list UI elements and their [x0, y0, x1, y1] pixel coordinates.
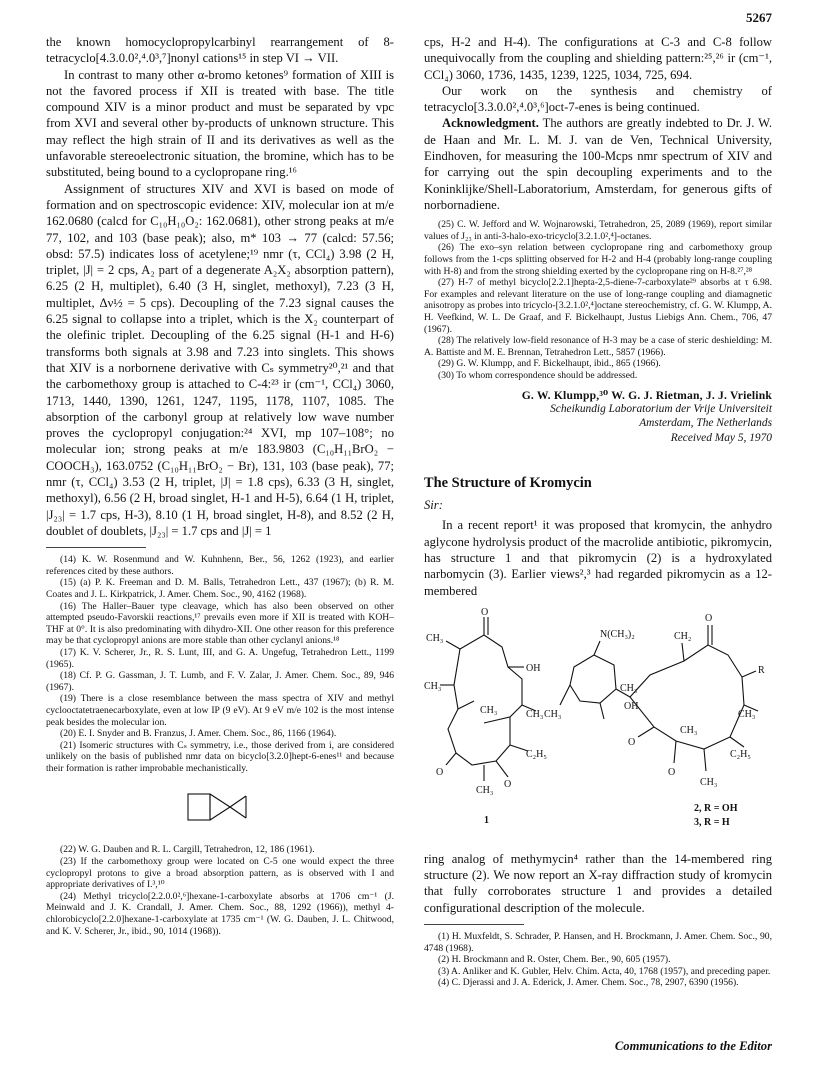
footnote: (29) G. W. Klumpp, and F. Bickelhaupt, ibid., 865 (1966).	[438, 358, 661, 370]
chemical-structures-svg	[424, 605, 772, 845]
footnote: (25) C. W. Jefford and W. Wojnarowski, Tetrahedron, 25, 2089 (1969), report similar values of J₂₃ in anti-3-halo-exo-tricyclo[3.2.1.0²,⁴]-octanes.	[424, 219, 772, 242]
structure-2-3-bonds	[560, 625, 758, 771]
right-paragraph-1: cps, H-2 and H-4). The configurations at C-3 and C-8 follow unequivocally from the coupling and shielding pattern:²⁵,²⁶ ir (cm⁻¹, CCl₄) 3060, 1736, 1435, 1239, 1225, 1034, 725, 694.	[424, 35, 772, 82]
footnotes-22-24	[46, 844, 394, 937]
footnotes-25-30	[424, 219, 772, 381]
footnote: (23) If the carbomethoxy group were located on C-5 one would expect the three cyclopropyl protons to give a broad absorption pattern, as is observed with I and appropriate derivatives of I.³,¹⁰	[46, 856, 394, 891]
reference: (3) A. Anliker and K. Gubler, Helv. Chim. Acta, 40, 1768 (1957), and preceding paper.	[438, 965, 771, 977]
footnote-rule	[46, 547, 146, 548]
structure-1-label: 1	[484, 814, 489, 826]
oxygen-label: O	[504, 778, 512, 790]
methyl-label: CH₃	[426, 632, 444, 644]
oxygen-label: O	[628, 736, 636, 748]
methyl-label: CH₃	[738, 708, 756, 720]
methyl-label: CH₃	[476, 784, 494, 796]
footnote: (19) There is a close resemblance between the mass spectra of XIV and methyl cyclooctatetraenecarboxylate, even at low IP (9 eV). At 9 eV m/e 102 is the most intense peak besides the molecular ion.	[46, 693, 394, 728]
structure-2-label: 2, R = OH	[694, 802, 738, 814]
oxygen-label: O	[668, 766, 676, 778]
footnotes-14-21	[46, 554, 394, 774]
bicyclic-structure-figure	[178, 782, 258, 834]
article-title: The Structure of Kromycin	[424, 475, 592, 492]
affiliation-line-1: Scheikundig Laboratorium der Vrije Universiteit	[550, 402, 772, 415]
methyl-label: CH₃	[526, 708, 544, 720]
methyl-label: CH₃	[680, 724, 698, 736]
footnote-rule	[424, 924, 524, 925]
hydroxyl-label: OH	[624, 700, 639, 712]
methyl-label: CH₃	[700, 776, 718, 788]
oxygen-label: O	[481, 606, 489, 618]
reference: (2) H. Brockmann and R. Oster, Chem. Ber., 90, 605 (1957).	[438, 954, 671, 966]
footnote: (28) The relatively low-field resonance of H-3 may be a case of steric deshielding: M. A. Battiste and M. E. Brennan, Tetrahedron Lett., 5857 (1966).	[424, 335, 772, 358]
footnote: (15) (a) P. K. Freeman and D. M. Balls, Tetrahedron Lett., 437 (1967); (b) R. M. Coates and J. L. Kirkpatrick, J. Amer. Chem. Soc., 90, 4162 (1968).	[46, 577, 394, 600]
reference: (1) H. Muxfeldt, S. Schrader, P. Hansen, and H. Brockmann, J. Amer. Chem. Soc., 90, 4748 (1968).	[424, 931, 772, 954]
oxygen-label: O	[705, 612, 713, 624]
footnote: (21) Isomeric structures with Cₛ symmetry, i.e., those derived from i, are considered unlikely on the basis of published nmr data on bicyclo[3.2.0]hept-6-enes¹¹ and because their formation is rather improbable mechanistically.	[46, 739, 394, 774]
kromycin-paragraph-1: In a recent report¹ it was proposed that kromycin, the anhydro aglycone hydrolysis product of the macrolide antibiotic, pikromycin, has structure 1 and that pikromycin (2) is a hydroxylated narbomycin (3). Earlier views²,³ had regarded pikromycin as a 12-membered	[424, 518, 772, 598]
footnote: (14) K. W. Rosenmund and W. Kuhnhenn, Ber., 56, 1262 (1923), and earlier references cited by these authors.	[46, 554, 394, 577]
footnote: (18) Cf. P. G. Gassman, J. T. Lumb, and F. V. Zalar, J. Amer. Chem. Soc., 89, 946 (1967).	[46, 670, 394, 693]
footnote: (17) K. V. Scherer, Jr., R. S. Lunt, III, and G. A. Ungefug, Tetrahedron Lett., 1199 (1965).	[46, 646, 394, 670]
footnote: (30) To whom correspondence should be addressed.	[438, 369, 638, 381]
structure-3-label: 3, R = H	[694, 816, 730, 828]
journal-section-footer: Communications to the Editor	[614, 1039, 772, 1053]
footnote: (16) The Haller–Bauer type cleavage, which has also been observed on other attempted pseudo-Favorskii reactions,¹⁷ prevails even more if XII is treated with KOH–THF at 0°. It is also predominating with dihydro-XII. One other reason for this preference may be that cyclopropyl anions are more stable than other cyclanyl anions.¹⁸	[46, 600, 394, 647]
right-paragraph-2: Our work on the synthesis and chemistry of tetracyclo[3.3.0.0²,⁴.0³,⁶]oct-7-enes is being continued.	[424, 83, 772, 115]
salutation: Sir:	[424, 498, 443, 513]
methyl-label: CH₃	[480, 704, 498, 716]
left-paragraph-2: In contrast to many other α-bromo ketones⁹ formation of XIII is not the favored process if XII is treated with base. The title compound XIV is a minor product and must be separated by vpc from XVI and several other by-products of unknown structure. This may reflect the high strain of II and its derivatives as well as the unfavorable stereoelectronic situation, the bromine, which has to be substituted, being bound to a cyclopropane ring.¹⁶	[46, 67, 394, 180]
reference: (4) C. Djerassi and J. A. Ederick, J. Amer. Chem. Soc., 78, 2907, 6390 (1956).	[438, 977, 739, 989]
acknowledgment-text: The authors are greatly indebted to Dr. J. W. de Haan and Mr. L. M. J. van de Ven, Technical University, Eindhoven, for measuring the 100-Mcps nmr spectrum of XIV and for carrying out the spin decoupling experiments and to the Koninklijke/Shell-Laboratorium, Amsterdam, for generous gifts of norbornadiene.	[424, 116, 772, 212]
oxygen-label: O	[436, 766, 444, 778]
footnote: (22) W. G. Dauben and R. L. Cargill, Tetrahedron, 12, 186 (1961).	[60, 844, 315, 856]
references-1-4	[424, 931, 772, 989]
footnote: (20) E. I. Snyder and B. Franzus, J. Amer. Chem. Soc., 86, 1166 (1964).	[60, 728, 337, 740]
authors: G. W. Klumpp,³⁰ W. G. J. Rietman, J. J. Vrielink	[521, 388, 772, 402]
ethyl-label: C₂H₅	[730, 748, 751, 760]
dimethylamino-label: N(CH₃)₂	[600, 628, 635, 640]
left-paragraph-1: the known homocyclopropylcarbinyl rearrangement of 8-tetracyclo[4.3.0.0²,⁴.0³,⁷]nonyl cations¹⁵ in step VI → VII.	[46, 35, 394, 66]
acknowledgment-heading: Acknowledgment.	[442, 116, 539, 131]
kromycin-structures	[424, 605, 772, 845]
left-column	[46, 34, 394, 937]
methylene-label: CH₂	[674, 630, 692, 642]
footnote: (27) H-7 of methyl bicyclo[2.2.1]hepta-2,5-diene-7-carboxylate²⁹ absorbs at τ 6.98. For examples and relevant literature on the use of long-range coupling and diamagnetic anisotropy as probes into tricyclo-[3.2.1.0²,⁴]octane stereochemistry, cf. G. W. Klumpp, A. H. Veefkind, W. L. De Graaf, and F. Bickelhaupt, Justus Liebigs Ann. Chem., 706, 47 (1967).	[424, 277, 772, 335]
acknowledgment	[424, 115, 772, 213]
page-number: 5267	[746, 10, 772, 25]
right-column	[424, 34, 772, 989]
footnote: (26) The exo–syn relation between cyclopropane ring and carbomethoxy group follows from the 1-cps splitting observed for H-2 and H-4 (probably long-range coupling with H-8) and from the strong shielding exerted by the cyclopropane ring on H-8.²⁷,²⁸	[424, 242, 772, 277]
kromycin-paragraph-2: ring analog of methymycin⁴ rather than the 14-membered ring structure (2). We now report an X-ray diffraction study of kromycin that fully corroborates structure 1 and provides a detailed configurational description of the molecule.	[424, 851, 772, 915]
ethyl-label: C₂H₅	[526, 748, 547, 760]
footnote: (24) Methyl tricyclo[2.2.0.0²,⁶]hexane-1-carboxylate absorbs at 1706 cm⁻¹ (J. Meinwald and J. K. Crandall, J. Amer. Chem. Soc., 88, 1292 (1966)), methyl 4-chlorobicyclo[2.2.0]hexane-1-carboxylate at 1735 cm⁻¹ (W. G. Dauben, J. L. Chitwood, and K. V. Scherer, Jr., ibid., 90, 1014 (1968)).	[46, 890, 394, 937]
methyl-label: CH₃	[544, 708, 562, 720]
methyl-label: CH₃	[620, 682, 638, 694]
left-paragraph-3: Assignment of structures XIV and XVI is based on mode of formation and on spectroscopic evidence: XIV, molecular ion at m/e 162.0680 (calcd for C₁₀H₁₀O₂: 162.0681), other strong peaks at m/e 77, 102, and 103 (base peak); also, m* 103 → 77 (calcd: 57.56; obsd: 57.5) indicates loss of acetylene;¹⁹ nmr (τ, CCl₄) 3.98 (2 H, triplet, |J| = 2 cps, A₂ part of a degenerate A₂X₂ absorption pattern), 6.25 (2 H, multiplet), 6.40 (3 H, singlet, methoxyl), 7.23 (3 H, multiplet, Δν½ = 5 cps). Decoupling of the 7.23 signal causes the 6.25 signal to collapse into a triplet, which is the X₂ counterpart of the olefinic triplet. Decoupling of the 6.25 signal (H-1 and H-6) transforms both signals at 3.98 and 7.23 into singlets. This shows that XIV is a norbornene derivative with Cₛ symmetry²⁰,²¹ and that the carbomethoxy group is attached to C-4:²³ ir (cm⁻¹, CCl₄) 3060, 1713, 1440, 1390, 1261, 1247, 1195, 1178, 1107, 1085. The absorption of the carbonyl group at relatively low wave number proves the cyclopropyl conjugation:²⁴ XVI, mp 107–108°; no molecular ion; strong peaks at m/e 183.9803 (C₁₀H₁₁BrO₂ − COOCH₃), 163.0752 (C₁₀H₁₁BrO₂ − Br), 131, 103 (base peak), 77; nmr (τ, CCl₄) 3.53 (2 H, triplet, |J| = 1.8 cps), 6.33 (3 H, singlet, methoxyl), 6.56 (2 H, broad singlet, H-1 and H-5), 6.64 (1 H, triplet, |J₂₃| = 1.7 cps, H-3), 8.10 (1 H, broad singlet, H-8), and 8.52 (2 H, doublet of doublets, |J₂₃| = 1.7 cps and |J| = 1	[46, 181, 394, 538]
hydroxyl-label: OH	[526, 662, 541, 674]
affiliation-line-2: Amsterdam, The Netherlands	[639, 417, 772, 430]
methyl-label: CH₃	[424, 680, 442, 692]
r-group-label: R	[758, 664, 765, 676]
received-date: Received May 5, 1970	[670, 431, 772, 444]
structure-1-bonds	[440, 617, 536, 781]
